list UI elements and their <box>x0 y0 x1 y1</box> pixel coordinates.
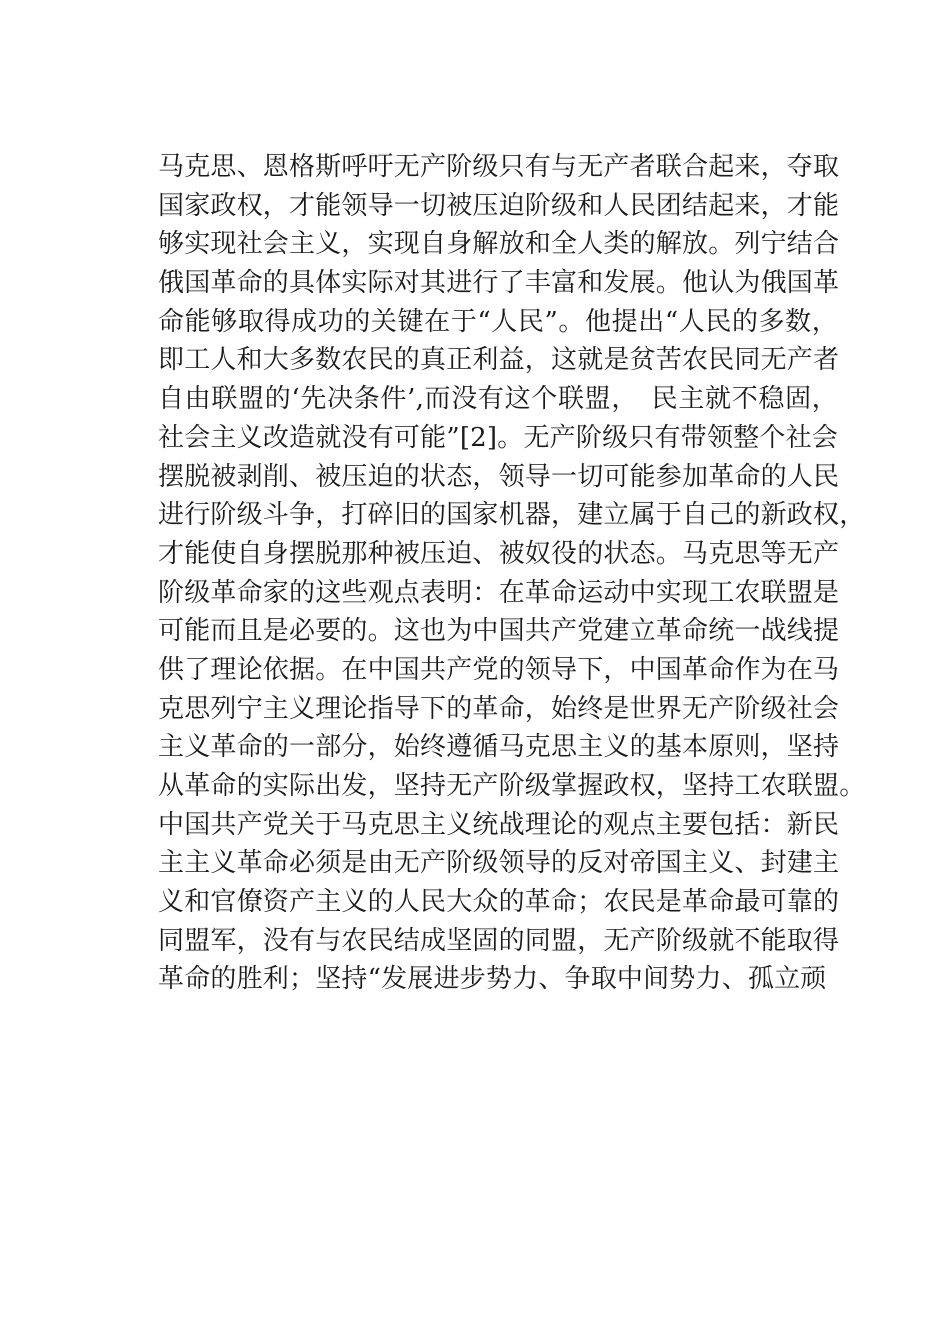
text-line: 主义革命的一部分，始终遵循马克思主义的基本原则，坚持 <box>158 732 840 763</box>
text-line: 命能够取得成功的关键在于“人民”。他提出“人民的多数， <box>158 306 838 337</box>
text-line: 义和官僚资产主义的人民大众的革命；农民是革命最可靠的 <box>158 887 840 918</box>
text-line: 即工人和大多数农民的真正利益，这就是贫苦农民同无产者 <box>158 345 840 376</box>
text-line: 供了理论依据。在中国共产党的领导下，中国革命作为在马 <box>158 654 840 685</box>
text-line: 摆脱被剥削、被压迫的状态，领导一切可能参加革命的人民 <box>158 461 840 492</box>
text-line: 才能使自身摆脱那种被压迫、被奴役的状态。马克思等无产 <box>158 538 840 569</box>
text-line: 马克思、恩格斯呼吁无产阶级只有与无产者联合起来，夺取 <box>158 152 840 182</box>
text-line: 中国共产党关于马克思主义统战理论的观点主要包括：新民 <box>158 809 840 840</box>
text-line: 同盟军，没有与农民结成坚固的同盟，无产阶级就不能取得 <box>158 925 840 956</box>
text-line: 社会主义改造就没有可能”[2]。无产阶级只有带领整个社会 <box>158 422 838 453</box>
text-line: 自由联盟的‘先决条件’,而没有这个联盟， 民主就不稳固， <box>158 384 838 415</box>
text-line: 国家政权，才能领导一切被压迫阶级和人民团结起来，才能 <box>158 190 840 221</box>
text-line: 克思列宁主义理论指导下的革命，始终是世界无产阶级社会 <box>158 693 840 724</box>
text-line: 革命的胜利；坚持“发展进步势力、争取中间势力、孤立顽 <box>158 964 827 995</box>
text-line: 阶级革命家的这些观点表明：在革命运动中实现工农联盟是 <box>158 577 840 608</box>
text-line: 从革命的实际出发，坚持无产阶级掌握政权，坚持工农联盟。 <box>158 771 866 801</box>
text-line: 俄国革命的具体实际对其进行了丰富和发展。他认为俄国革 <box>158 268 840 299</box>
text-line: 主主义革命必须是由无产阶级领导的反对帝国主义、封建主 <box>158 848 840 879</box>
text-line: 进行阶级斗争，打碎旧的国家机器，建立属于自己的新政权， <box>158 500 866 531</box>
text-line: 够实现社会主义，实现自身解放和全人类的解放。列宁结合 <box>158 229 840 260</box>
text-line: 可能而且是必要的。这也为中国共产党建立革命统一战线提 <box>158 616 840 647</box>
body-paragraph <box>158 148 866 999</box>
